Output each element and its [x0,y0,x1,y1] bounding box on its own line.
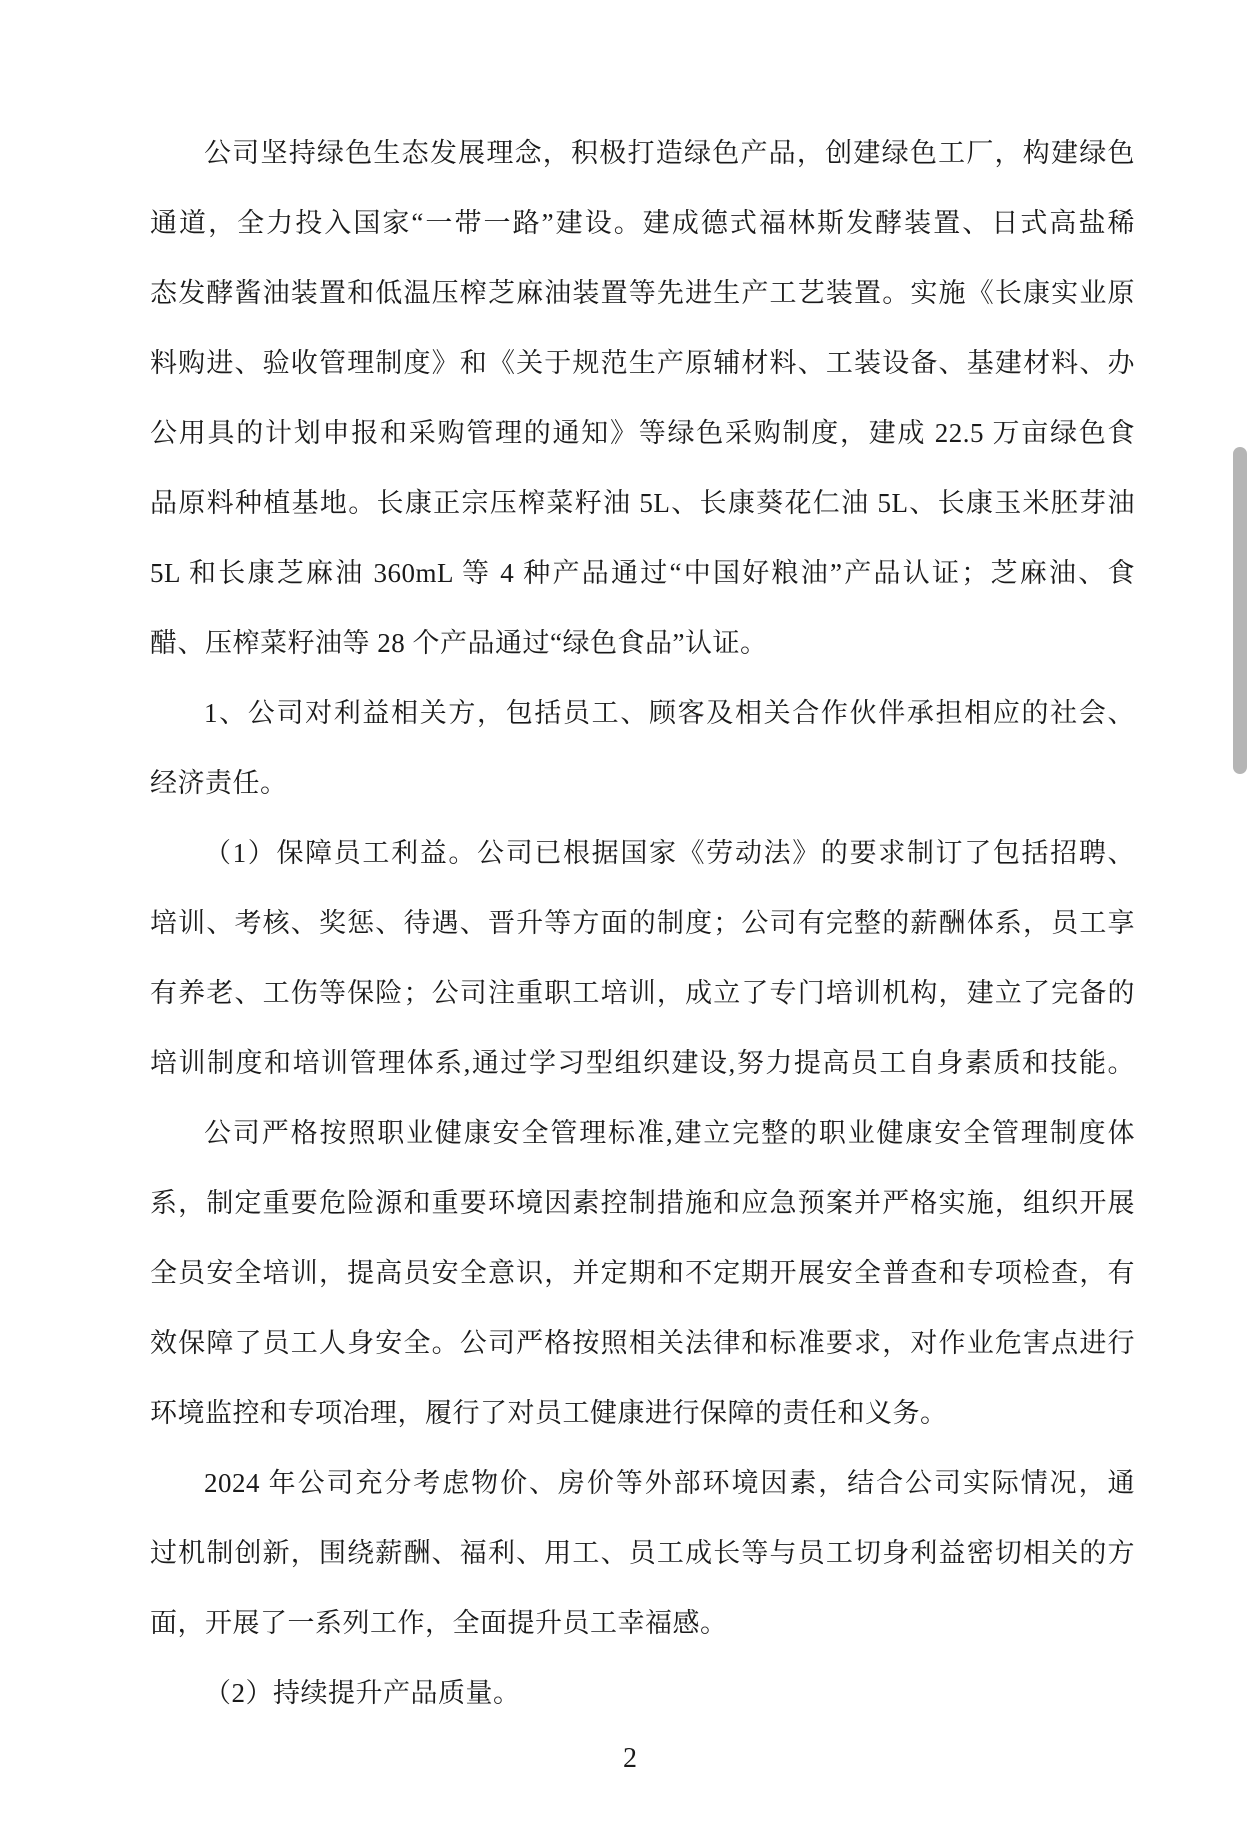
text-line: 全员安全培训，提高员安全意识，并定期和不定期开展安全普查和专项检查，有 [150,1258,1135,1288]
text-line: 培训、考核、奖惩、待遇、晋升等方面的制度；公司有完整的薪酬体系，员工享 [150,908,1135,938]
text-line: 有养老、工伤等保险；公司注重职工培训，成立了专门培训机构，建立了完备的 [150,978,1135,1008]
text-line: 公司坚持绿色生态发展理念，积极打造绿色产品，创建绿色工厂，构建绿色 [204,138,1135,168]
text-line: 5L 和长康芝麻油 360mL 等 4 种产品通过“中国好粮油”产品认证；芝麻油、食 [150,558,1135,588]
text-line: （1）保障员工利益。公司已根据国家《劳动法》的要求制订了包括招聘、 [204,838,1135,868]
text-line: 公司严格按照职业健康安全管理标准,建立完整的职业健康安全管理制度体 [204,1118,1135,1148]
document-body [150,118,1135,1728]
text-line: 2024 年公司充分考虑物价、房价等外部环境因素，结合公司实际情况，通 [204,1468,1135,1498]
text-line: 品原料种植基地。长康正宗压榨菜籽油 5L、长康葵花仁油 5L、长康玉米胚芽油 [150,488,1135,518]
text-line: （2）持续提升产品质量。 [204,1678,521,1708]
text-line: 培训制度和培训管理体系,通过学习型组织建设,努力提高员工自身素质和技能。 [150,1048,1135,1078]
scrollbar-thumb[interactable] [1233,447,1247,774]
text-line: 经济责任。 [150,768,288,798]
text-line: 态发酵酱油装置和低温压榨芝麻油装置等先进生产工艺装置。实施《长康实业原 [150,278,1135,308]
page-number: 2 [623,1743,637,1774]
text-line: 效保障了员工人身安全。公司严格按照相关法律和标准要求，对作业危害点进行 [150,1328,1135,1358]
text-line: 环境监控和专项冶理，履行了对员工健康进行保障的责任和义务。 [150,1398,948,1428]
text-line: 醋、压榨菜籽油等 28 个产品通过“绿色食品”认证。 [150,628,768,658]
text-line: 通道，全力投入国家“一带一路”建设。建成德式福林斯发酵装置、日式高盐稀 [150,208,1135,238]
text-line: 料购进、验收管理制度》和《关于规范生产原辅材料、工装设备、基建材料、办 [150,348,1135,378]
text-line: 系，制定重要危险源和重要环境因素控制措施和应急预案并严格实施，组织开展 [150,1188,1135,1218]
text-line: 公用具的计划申报和采购管理的通知》等绿色采购制度，建成 22.5 万亩绿色食 [150,418,1135,448]
text-line: 过机制创新，围绕薪酬、福利、用工、员工成长等与员工切身利益密切相关的方 [150,1538,1135,1568]
text-line: 面，开展了一系列工作，全面提升员工幸福感。 [150,1608,728,1638]
text-line: 1、公司对利益相关方，包括员工、顾客及相关合作伙伴承担相应的社会、 [204,698,1135,728]
